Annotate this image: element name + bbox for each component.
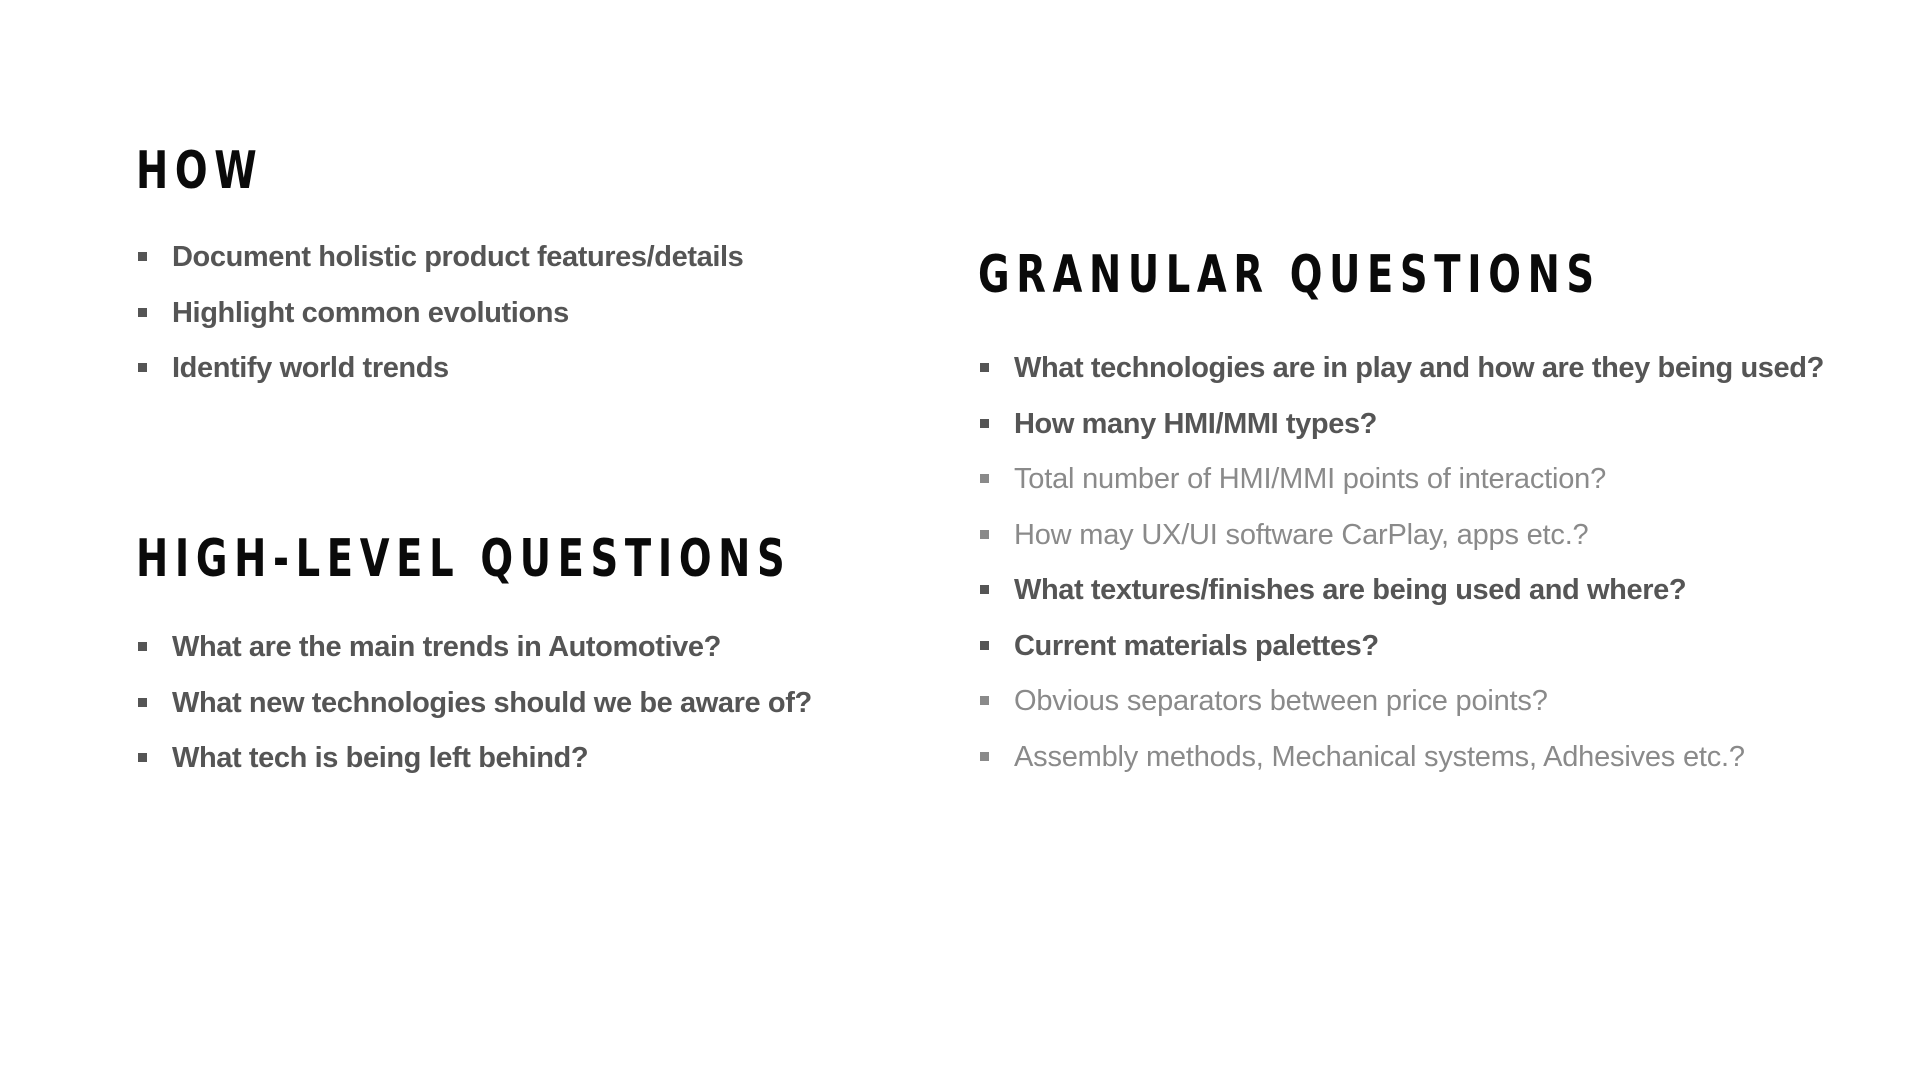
list-item-text: Highlight common evolutions xyxy=(172,296,569,329)
list-item-text: Assembly methods, Mechanical systems, Adhesives etc.? xyxy=(1014,740,1745,773)
list-item-text: What are the main trends in Automotive? xyxy=(172,631,721,663)
list-item xyxy=(136,627,812,683)
list-item-text: How may UX/UI software CarPlay, apps etc.? xyxy=(1014,518,1589,551)
bullet-square-icon xyxy=(980,474,989,483)
list-item-text: Total number of HMI/MMI points of interaction? xyxy=(1014,463,1606,495)
list-item xyxy=(136,738,812,794)
bullet-square-icon xyxy=(980,419,989,428)
list-item-text: What technologies are in play and how are they being used? xyxy=(1014,352,1824,384)
list-item xyxy=(978,404,1824,460)
bullet-square-icon xyxy=(980,530,989,539)
list-item xyxy=(978,737,1824,793)
how-list xyxy=(136,237,743,404)
list-item xyxy=(978,681,1824,737)
bullet-square-icon xyxy=(980,752,989,761)
list-item-text: What new technologies should we be aware of? xyxy=(172,686,812,719)
bullet-square-icon xyxy=(980,585,989,594)
bullet-square-icon xyxy=(138,753,147,762)
bullet-square-icon xyxy=(138,642,147,651)
how-heading: HOW xyxy=(136,141,264,201)
list-item-text: What textures/finishes are being used and where? xyxy=(1014,574,1687,606)
list-item-text: Current materials palettes? xyxy=(1014,629,1379,662)
list-item xyxy=(136,348,743,404)
list-item-text: Document holistic product features/details xyxy=(172,241,744,273)
list-item xyxy=(978,626,1824,682)
bullet-square-icon xyxy=(138,698,147,707)
list-item-text: How many HMI/MMI types? xyxy=(1014,407,1377,440)
list-item xyxy=(978,459,1824,515)
bullet-square-icon xyxy=(980,696,989,705)
list-item xyxy=(978,515,1824,571)
bullet-square-icon xyxy=(138,363,147,372)
bullet-square-icon xyxy=(138,308,147,317)
list-item xyxy=(978,570,1824,626)
bullet-square-icon xyxy=(138,252,147,261)
bullet-square-icon xyxy=(980,641,989,650)
list-item xyxy=(136,683,812,739)
high-level-questions-list xyxy=(136,627,812,794)
granular-questions-list xyxy=(978,348,1824,792)
list-item-text: What tech is being left behind? xyxy=(172,742,589,774)
list-item xyxy=(978,348,1824,404)
high-level-questions-heading: HIGH-LEVEL QUESTIONS xyxy=(136,529,792,589)
list-item xyxy=(136,237,743,293)
list-item-text: Obvious separators between price points? xyxy=(1014,685,1548,717)
list-item-text: Identify world trends xyxy=(172,352,449,384)
bullet-square-icon xyxy=(980,363,989,372)
granular-questions-heading: GRANULAR QUESTIONS xyxy=(978,245,1601,305)
list-item xyxy=(136,293,743,349)
